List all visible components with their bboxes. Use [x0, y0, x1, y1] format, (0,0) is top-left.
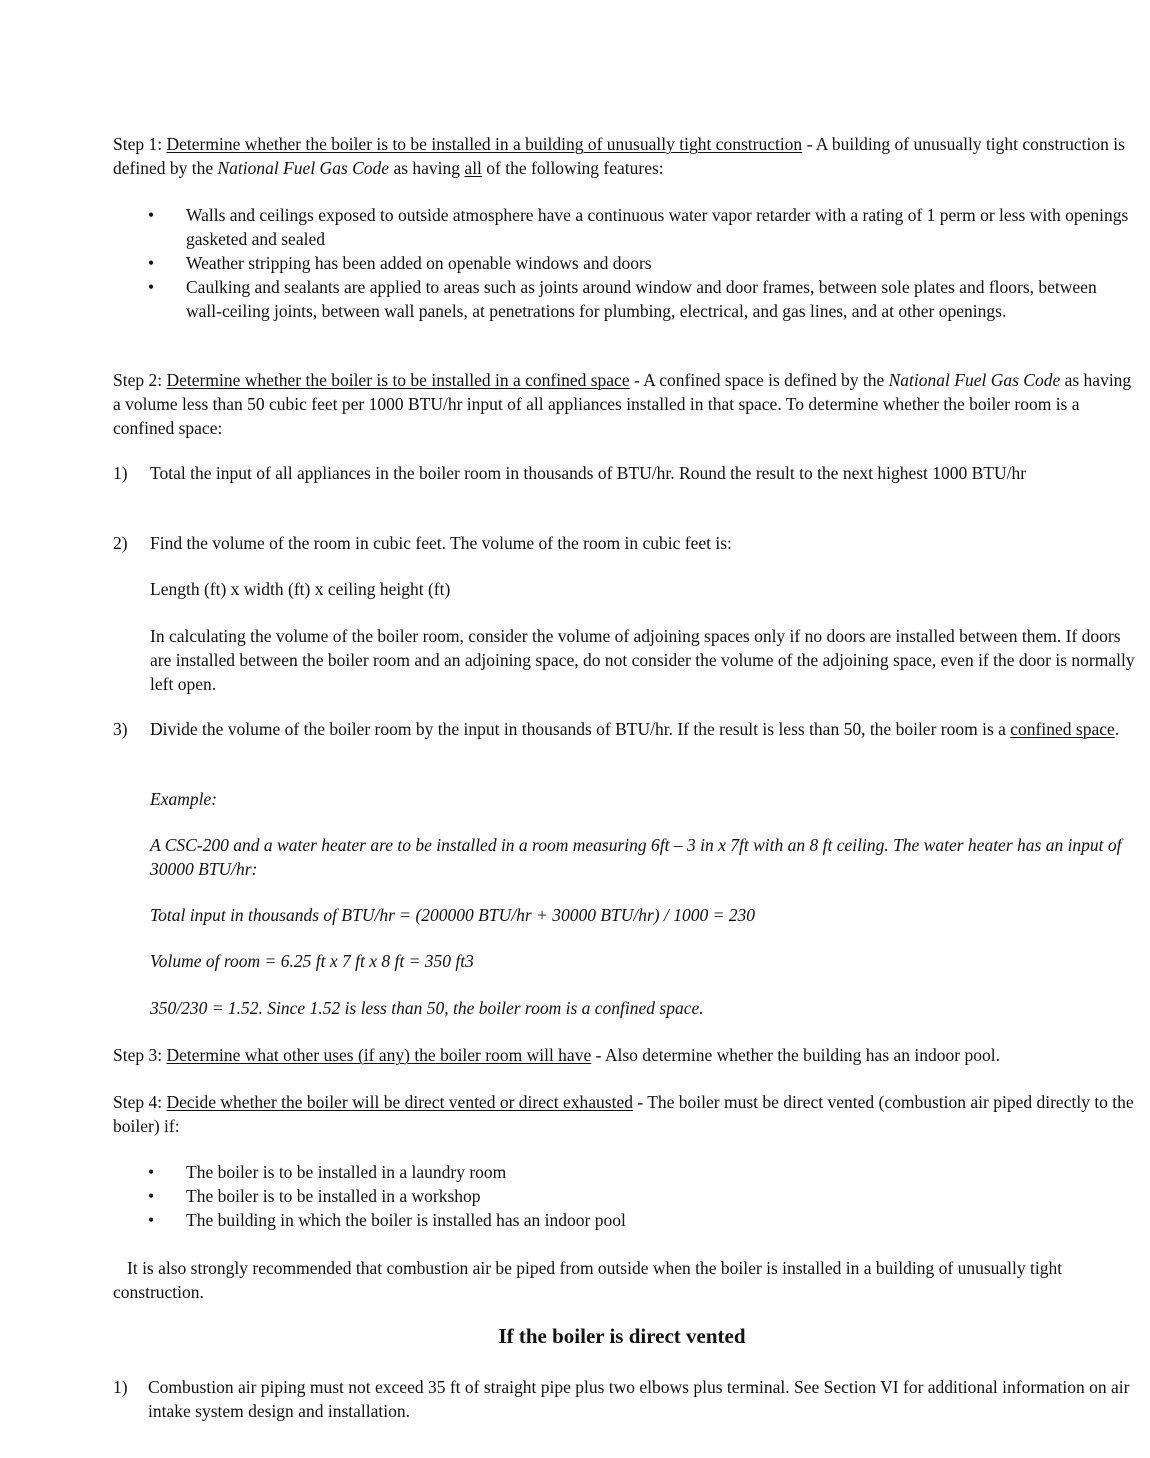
step-2-code-name: National Fuel Gas Code — [888, 370, 1061, 390]
step-4-title: Decide whether the boiler will be direct vented or direct exhausted — [166, 1092, 633, 1112]
step-1-all: all — [464, 158, 482, 178]
list-item: • The boiler is to be installed in a workshop — [148, 1184, 1133, 1208]
step-1-text-c: of the following features: — [481, 158, 664, 178]
example-label: Example: — [150, 789, 218, 809]
step-4-bullet-list — [148, 1160, 1133, 1232]
step-1-code-name: National Fuel Gas Code — [217, 158, 390, 178]
confined-space-term: confined space — [1010, 719, 1115, 739]
step-3-title: Determine what other uses (if any) the boiler room will have — [166, 1045, 592, 1065]
item-text-end: . — [1114, 719, 1120, 739]
step-3-text: - Also determine whether the building has an indoor pool. — [591, 1045, 1000, 1065]
item-text: Total the input of all appliances in the boiler room in thousands of BTU/hr. Round the result to the next highest 1000 BTU/hr — [150, 463, 1027, 483]
example-calc-result: 350/230 = 1.52. Since 1.52 is less than 50, the boiler room is a confined space. — [150, 998, 704, 1018]
item-number: 2) — [113, 533, 128, 553]
step-1-label: Step 1: — [113, 134, 163, 154]
item-number: 1) — [113, 1377, 128, 1397]
item-text-main: Divide the volume of the boiler room by the input in thousands of BTU/hr. If the result is less than 50, the boiler room is a — [150, 719, 1011, 739]
step-1-text-a: - A building of unusually tight construction is defined by the — [113, 134, 1125, 178]
step-3-label: Step 3: — [113, 1045, 163, 1065]
list-item: • Weather stripping has been added on openable windows and doors — [148, 251, 1133, 275]
list-item: • The building in which the boiler is installed has an indoor pool — [148, 1208, 1133, 1232]
step-1-paragraph — [113, 132, 1135, 180]
step-3-paragraph — [113, 1043, 1135, 1067]
example-calc-input: Total input in thousands of BTU/hr = (200000 BTU/hr + 30000 BTU/hr) / 1000 = 230 — [150, 905, 756, 925]
item-text: Combustion air piping must not exceed 35 ft of straight pipe plus two elbows plus terminal. See Section VI for additional information on air intake system design and installation. — [148, 1377, 1130, 1421]
step-4-label: Step 4: — [113, 1092, 163, 1112]
list-item: • Caulking and sealants are applied to areas such as joints around window and door frames, between sole plates and floors, between wall-ceiling joints, between wall panels, at penetrations for plumbing, electrical, and gas lines, and at other openings. — [148, 275, 1133, 323]
recommendation-paragraph: It is also strongly recommended that combustion air be piped from outside when the boiler is installed in a building of unusually tight construction. — [113, 1258, 1063, 1302]
item-number: 3) — [113, 719, 128, 739]
example-calc-volume: Volume of room = 6.25 ft x 7 ft x 8 ft = 350 ft3 — [150, 951, 474, 971]
step-4-text: - The boiler must be direct vented (combustion air piped directly to the boiler) if: — [113, 1092, 1134, 1136]
volume-formula: Length (ft) x width (ft) x ceiling height (ft) — [150, 579, 451, 599]
step-2-label: Step 2: — [113, 370, 163, 390]
example-text: A CSC-200 and a water heater are to be installed in a room measuring 6ft – 3 in x 7ft with an 8 ft ceiling. The water heater has an input of 30000 BTU/hr: — [150, 835, 1122, 879]
step-1-title: Determine whether the boiler is to be installed in a building of unusually tight construction — [166, 134, 803, 154]
step-1-text-b: as having — [389, 158, 465, 178]
item-text — [150, 717, 1138, 741]
list-item: • Walls and ceilings exposed to outside atmosphere have a continuous water vapor retarder with a rating of 1 perm or less with openings gasketed and sealed — [148, 203, 1133, 251]
step-2-item-2 — [113, 531, 1138, 555]
step-2-item-3 — [113, 717, 1138, 741]
direct-vented-heading: If the boiler is direct vented — [498, 1324, 746, 1348]
item-text: Find the volume of the room in cubic feet. The volume of the room in cubic feet is: — [150, 533, 732, 553]
step-1-bullet-list — [148, 203, 1133, 323]
step-2-text-b: as having a volume less than 50 cubic feet per 1000 BTU/hr input of all appliances installed in that space. To determine whether the boiler room is a confined space: — [113, 370, 1132, 438]
list-item: • The boiler is to be installed in a laundry room — [148, 1160, 1133, 1184]
adjoining-spaces-note: In calculating the volume of the boiler room, consider the volume of adjoining spaces only if no doors are installed between them. If doors are installed between the boiler room and an adjoining space, do not consider the volume of the adjoining space, even if the door is normally left open. — [150, 626, 1135, 694]
step-2-text-a: - A confined space is defined by the — [629, 370, 889, 390]
step-2-title: Determine whether the boiler is to be installed in a confined space — [166, 370, 630, 390]
step-4-paragraph — [113, 1090, 1135, 1138]
direct-vented-item-1 — [113, 1375, 1138, 1423]
step-2-item-1 — [113, 461, 1138, 485]
step-2-paragraph — [113, 368, 1135, 440]
item-number: 1) — [113, 463, 128, 483]
